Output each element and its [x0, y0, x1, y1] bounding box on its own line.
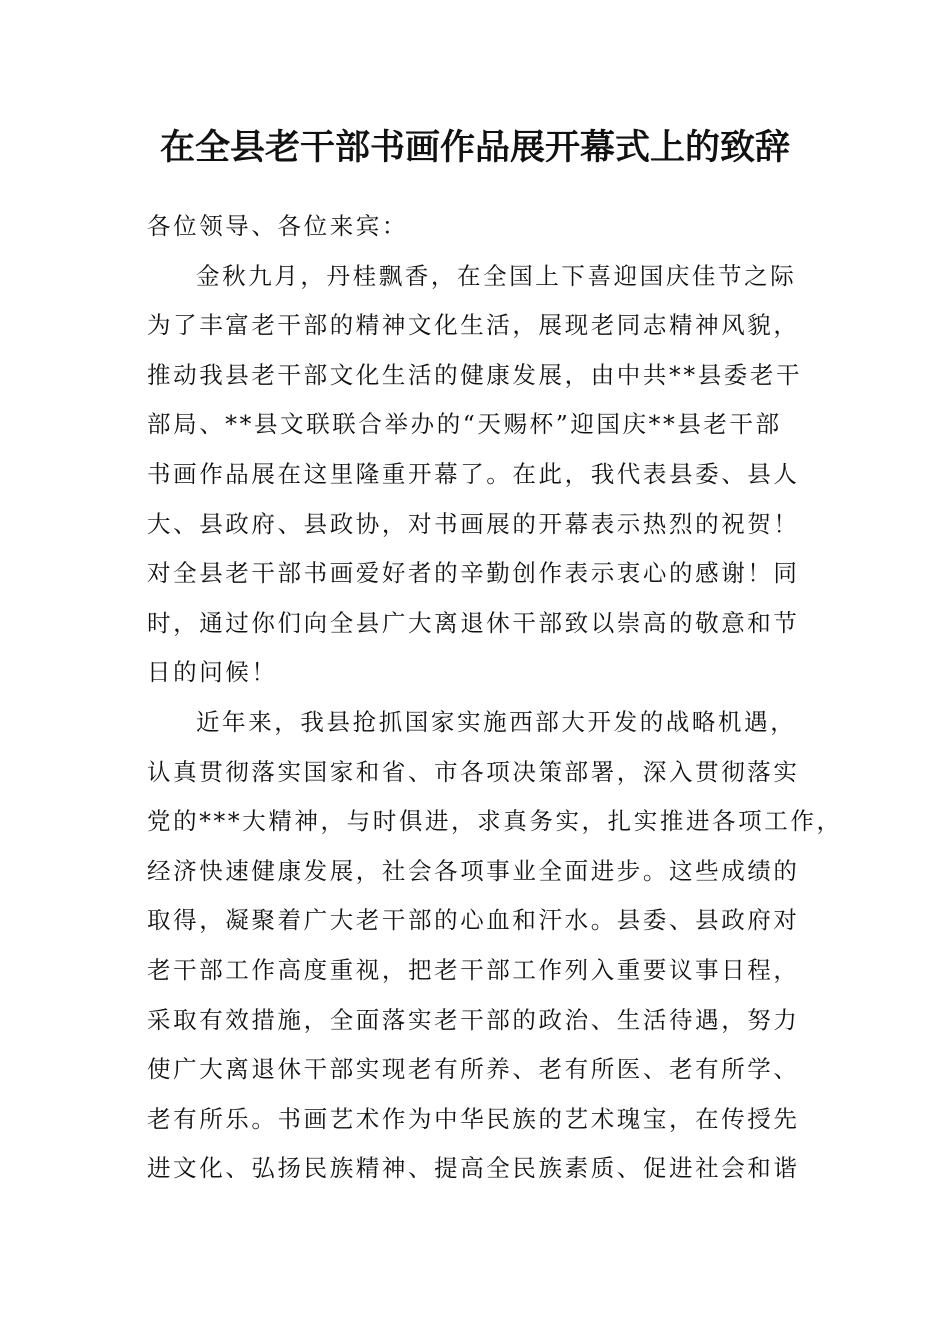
paragraph-line: 使广大离退休干部实现老有所养、老有所医、老有所学、	[147, 1055, 800, 1084]
document-title: 在全县老干部书画作品展开幕式上的致辞	[159, 127, 790, 168]
paragraph-line: 采取有效措施，全面落实老干部的政治、生活待遇，努力	[147, 1005, 800, 1034]
paragraph-line: 老有所乐。书画艺术作为中华民族的艺术瑰宝，在传授先	[147, 1104, 800, 1133]
paragraph-line: 近年来，我县抢抓国家实施西部大开发的战略机遇，	[196, 707, 797, 736]
paragraph-line: 经济快速健康发展，社会各项事业全面进步。这些成绩的	[147, 856, 800, 885]
salutation: 各位领导、各位来宾：	[147, 212, 408, 240]
paragraph-line: 对全县老干部书画爱好者的辛勤创作表示衷心的感谢！同	[147, 559, 800, 588]
paragraph-line: 日的问候！	[147, 658, 278, 687]
paragraph-line: 大、县政府、县政协，对书画展的开幕表示热烈的祝贺！	[147, 509, 800, 538]
paragraph-line: 金秋九月，丹桂飘香，在全国上下喜迎国庆佳节之际	[196, 261, 797, 290]
paragraph-line: 进文化、弘扬民族精神、提高全民族素质、促进社会和谐	[147, 1154, 800, 1183]
paragraph-line: 党的***大精神，与时俱进，求真务实，扎实推进各项工作，	[147, 807, 843, 836]
paragraph-line: 推动我县老干部文化生活的健康发展，由中共**县委老干	[147, 360, 803, 389]
paragraph-line: 为了丰富老干部的精神文化生活，展现老同志精神风貌，	[147, 311, 800, 340]
paragraph-1	[147, 252, 827, 698]
paragraph-line: 老干部工作高度重视，把老干部工作列入重要议事日程，	[147, 955, 800, 984]
document-body	[147, 202, 843, 1194]
paragraph-line: 取得，凝聚着广大老干部的心血和汗水。县委、县政府对	[147, 906, 800, 935]
paragraph-line: 部局、**县文联联合举办的“天赐杯”迎国庆**县老干部	[147, 410, 782, 439]
paragraph-line: 书画作品展在这里隆重开幕了。在此，我代表县委、县人	[147, 459, 800, 488]
paragraph-2	[147, 698, 843, 1194]
paragraph-line: 时，通过你们向全县广大离退休干部致以崇高的敬意和节	[147, 608, 800, 637]
paragraph-line: 认真贯彻落实国家和省、市各项决策部署，深入贯彻落实	[147, 757, 800, 786]
